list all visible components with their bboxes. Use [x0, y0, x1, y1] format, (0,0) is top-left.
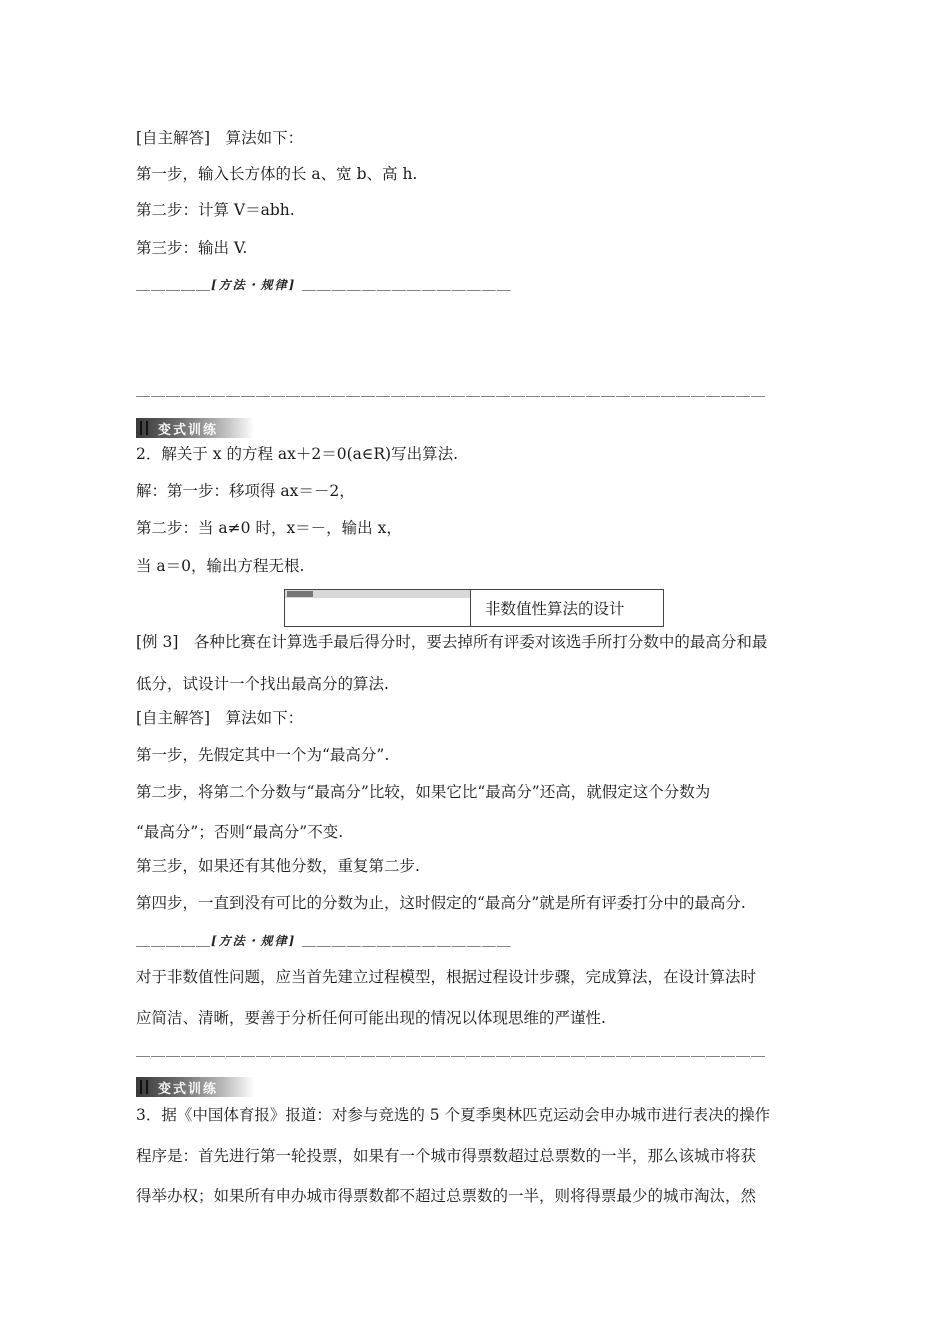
- method-dashes-left: ＿＿＿＿＿: [136, 933, 211, 949]
- answer-heading: [自主解答] 算法如下：: [136, 129, 304, 147]
- step-2: 第二步：计算 V＝abh.: [136, 201, 295, 219]
- example-3-step-4: 第四步，一直到没有可比的分数为止，这时假定的“最高分”就是所有评委打分中的最高分.: [136, 894, 746, 912]
- method-text-line-1: 对于非数值性问题，应当首先建立过程模型，根据过程设计步骤，完成算法，在设计算法时: [136, 968, 757, 986]
- method-label: [方法・规律]: [211, 278, 297, 292]
- section-title: 非数值性算法的设计: [485, 600, 625, 618]
- banner-bars-icon: [140, 421, 148, 435]
- practice-banner-2: [136, 1077, 254, 1097]
- exercise-2-step-3: 当 a＝0，输出方程无根.: [136, 557, 305, 575]
- exercise-3-line-3: 得举办权；如果所有申办城市得票数都不超过总票数的一半，则将得票最少的城市淘汰，然: [136, 1187, 757, 1205]
- thumbnail-tag: [287, 591, 313, 597]
- exercise-3-line-2: 程序是：首先进行第一轮投票，如果有一个城市得票数超过总票数的一半，那么该城市将获: [136, 1147, 757, 1165]
- step-1: 第一步，输入长方体的长 a、宽 b、高 h.: [136, 165, 418, 183]
- exercise-2-step-1: 解：第一步：移项得 ax＝－2，: [136, 482, 355, 500]
- example-3-step-2: 第二步，将第二个分数与“最高分”比较，如果它比“最高分”还高，就假定这个分数为: [136, 783, 711, 801]
- method-footer-2: ＿＿＿＿＿＿＿＿＿＿＿＿＿＿＿＿＿＿＿＿＿＿＿＿＿＿＿＿＿＿＿＿＿＿＿＿＿＿＿＿＿＿: [136, 1043, 766, 1059]
- example-3-line-1: [例 3] 各种比赛在计算选手最后得分时，要去掉所有评委对该选手所打分数中的最高分和最: [136, 633, 768, 651]
- practice-label: 变式训练: [158, 1082, 219, 1097]
- exercise-2-question: 2．解关于 x 的方程 ax＋2＝0(a∈R)写出算法.: [136, 445, 458, 463]
- banner-bars-icon: [140, 1080, 148, 1094]
- method-dashes-right: ＿＿＿＿＿＿＿＿＿＿＿＿＿＿: [301, 277, 512, 293]
- section-divider: [470, 590, 471, 626]
- section-thumbnail: [285, 590, 470, 598]
- practice-banner-1: [136, 418, 254, 438]
- example-3-step-3: 第三步，如果还有其他分数，重复第二步.: [136, 857, 420, 875]
- method-dashes-right: ＿＿＿＿＿＿＿＿＿＿＿＿＿＿: [301, 933, 512, 949]
- example-3-line-2: 低分，试设计一个找出最高分的算法.: [136, 675, 389, 693]
- method-header-1: [136, 274, 512, 294]
- practice-label: 变式训练: [158, 423, 219, 438]
- method-header-2: [136, 930, 512, 950]
- example-3-step-1: 第一步，先假定其中一个为“最高分”.: [136, 746, 390, 764]
- method-label: [方法・规律]: [211, 934, 297, 948]
- method-footer-1: ＿＿＿＿＿＿＿＿＿＿＿＿＿＿＿＿＿＿＿＿＿＿＿＿＿＿＿＿＿＿＿＿＿＿＿＿＿＿＿＿＿＿: [136, 383, 766, 399]
- exercise-3-line-1: 3．据《中国体育报》报道：对参与竞选的 5 个夏季奥林匹克运动会申办城市进行表决的操作: [136, 1106, 771, 1124]
- method-text-line-2: 应简洁、清晰，要善于分析任何可能出现的情况以体现思维的严谨性.: [136, 1009, 606, 1027]
- example-3-step-2-cont: “最高分”；否则“最高分”不变.: [136, 823, 344, 841]
- section-heading-box: [284, 589, 664, 627]
- method-dashes-left: ＿＿＿＿＿: [136, 277, 211, 293]
- exercise-2-step-2: 第二步：当 a≠0 时，x＝－，输出 x，: [136, 519, 402, 537]
- step-3: 第三步：输出 V.: [136, 239, 248, 257]
- example-3-answer-heading: [自主解答] 算法如下：: [136, 709, 304, 727]
